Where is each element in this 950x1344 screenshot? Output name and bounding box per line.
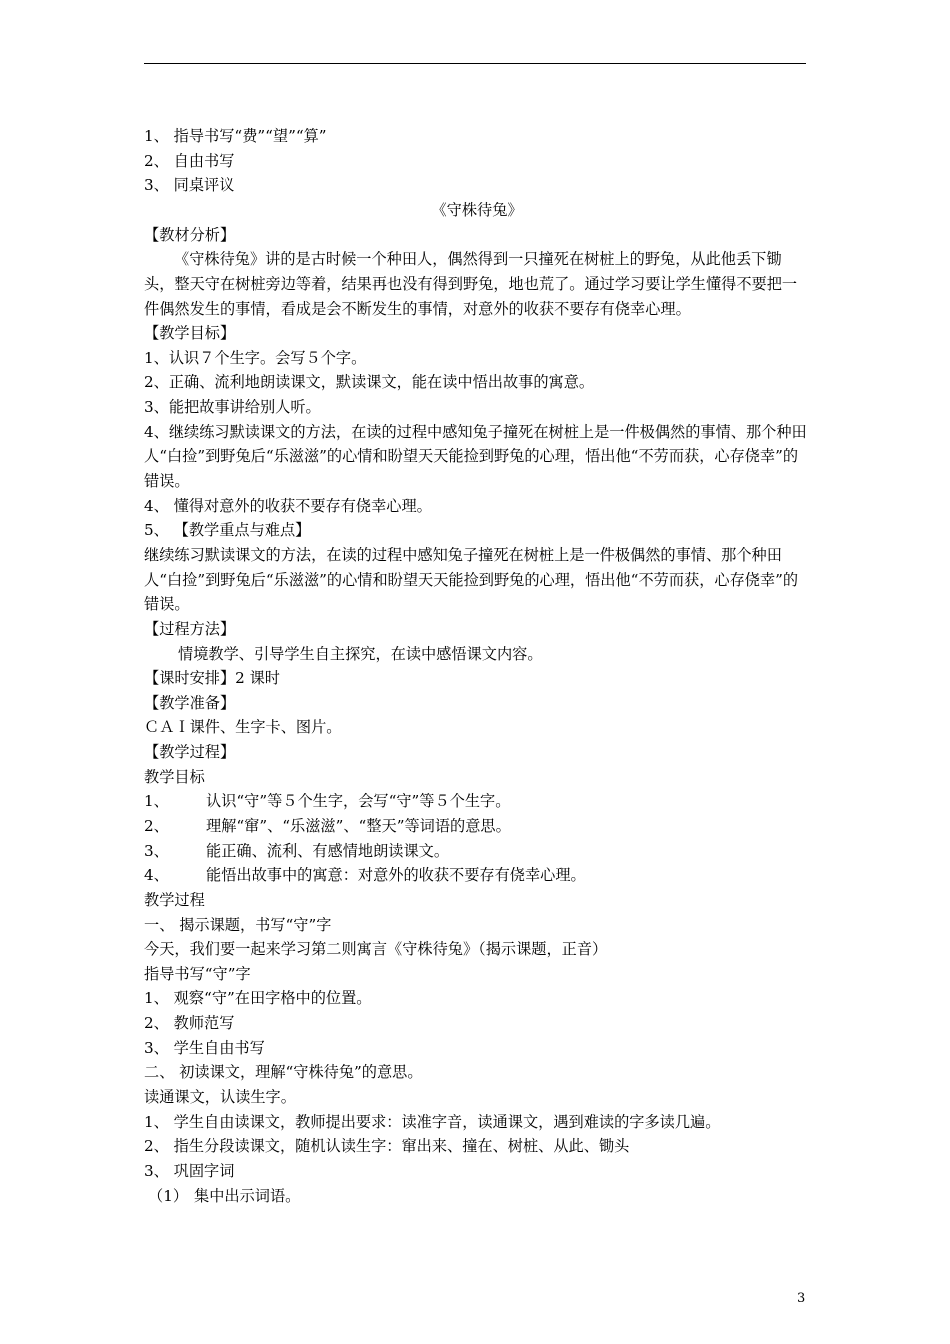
text-line: 3、 学生自由书写 <box>144 1038 265 1057</box>
text-line: 1、认识７个生字。会写５个字。 <box>144 348 367 367</box>
section-heading: 【教学过程】 <box>144 743 236 762</box>
paragraph <box>144 543 810 617</box>
text-line: 3、 同桌评议 <box>144 176 235 195</box>
paragraph-text: 《守株待兔》讲的是古时候一个种田人，偶然得到一只撞死在树桩上的野兔，从此他丢下锄头，整天守在树桩旁边等着，结果再也没有得到野兔，地也荒了。通过学习要让学生懂得不要把一件偶然发生的事情，看成是会不断发生的事情，对意外的收获不要存有侥幸心理。 <box>144 250 798 318</box>
list-item <box>144 789 810 814</box>
text-line: 2、 自由书写 <box>144 151 235 170</box>
text-line: 1、 指导书写“费”“望”“算” <box>144 127 327 145</box>
paragraph-text: 继续练习默读课文的方法，在读的过程中感知兔子撞死在树桩上是一件极偶然的事情、那个种田人“白捡”到野兔后“乐滋滋”的心情和盼望天天能捡到野兔的心理，悟出他“不劳而获，心存侥幸”的错误。 <box>144 545 799 614</box>
text-line: 4、 懂得对意外的收获不要存有侥幸心理。 <box>144 496 432 515</box>
section-heading: 【过程方法】 <box>144 619 236 638</box>
text-line: 1、 观察“守”在田字格中的位置。 <box>144 989 372 1008</box>
text-line: 3、 巩固字词 <box>144 1161 235 1180</box>
list-item <box>144 863 810 888</box>
text-line: 3、能把故事讲给别人听。 <box>144 398 321 417</box>
paragraph <box>144 247 810 321</box>
text-line: 教学过程 <box>144 890 205 909</box>
list-item <box>144 814 810 839</box>
text-line: 【课时安排】2 课时 <box>144 669 280 688</box>
list-text: 能正确、流利、有感情地朗读课文。 <box>206 841 449 860</box>
text-line: 2、正确、流利地朗读课文，默读课文，能在读中悟出故事的寓意。 <box>144 373 595 392</box>
text-line: 今天，我们要一起来学习第二则寓言《守株待兔》（揭示课题，正音） <box>144 940 608 959</box>
list-number: 4、 <box>144 866 169 885</box>
lesson-title: 《守株待兔》 <box>431 200 523 219</box>
paragraph-text: 4、继续练习默读课文的方法，在读的过程中感知兔子撞死在树桩上是一件极偶然的事情、那个种田人“白捡”到野兔后“乐滋滋”的心情和盼望天天能捡到野兔的心理，悟出他“不劳而获，心存侥幸”的错误。 <box>144 422 807 491</box>
list-number: （1） <box>148 1186 189 1205</box>
list-text: 认识“守”等５个生字，会写“守”等５个生字。 <box>206 792 511 811</box>
list-item <box>144 839 810 864</box>
text-line: 读通课文，认读生字。 <box>144 1088 296 1107</box>
section-heading: 【教学准备】 <box>144 693 236 712</box>
text-line: 5、 【教学重点与难点】 <box>144 521 311 540</box>
header-rule <box>144 63 806 64</box>
list-text: 集中出示词语。 <box>194 1186 301 1205</box>
list-item <box>144 1184 810 1209</box>
text-line: 1、 学生自由读课文，教师提出要求：读准字音，读通课文，遇到难读的字多读几遍。 <box>144 1112 721 1131</box>
text-line: 情境教学、引导学生自主探究，在读中感悟课文内容。 <box>178 644 543 663</box>
paragraph <box>144 420 810 494</box>
document-body <box>144 124 810 1208</box>
text-line: 指导书写“守”字 <box>144 964 251 983</box>
section-heading: 【教材分析】 <box>144 225 236 244</box>
text-line: 教学目标 <box>144 767 205 786</box>
list-number: 2、 <box>144 816 169 835</box>
text-line: 一、 揭示课题，书写“守”字 <box>144 915 332 934</box>
list-number: 1、 <box>144 792 169 811</box>
text-line: 2、 教师范写 <box>144 1014 235 1033</box>
list-number: 3、 <box>144 841 169 860</box>
page-number: 3 <box>797 1291 806 1306</box>
text-line: 二、 初读课文，理解“守株待兔”的意思。 <box>144 1063 423 1082</box>
text-line: 2、 指生分段读课文，随机认读生字：窜出来、撞在、树桩、从此、锄头 <box>144 1137 630 1156</box>
list-text: 理解“窜”、“乐滋滋”、“整天”等词语的意思。 <box>206 816 511 835</box>
list-text: 能悟出故事中的寓意：对意外的收获不要存有侥幸心理。 <box>206 866 586 885</box>
section-heading: 【教学目标】 <box>144 324 236 343</box>
text-line: ＣＡＩ课件、生字卡、图片。 <box>144 718 342 737</box>
